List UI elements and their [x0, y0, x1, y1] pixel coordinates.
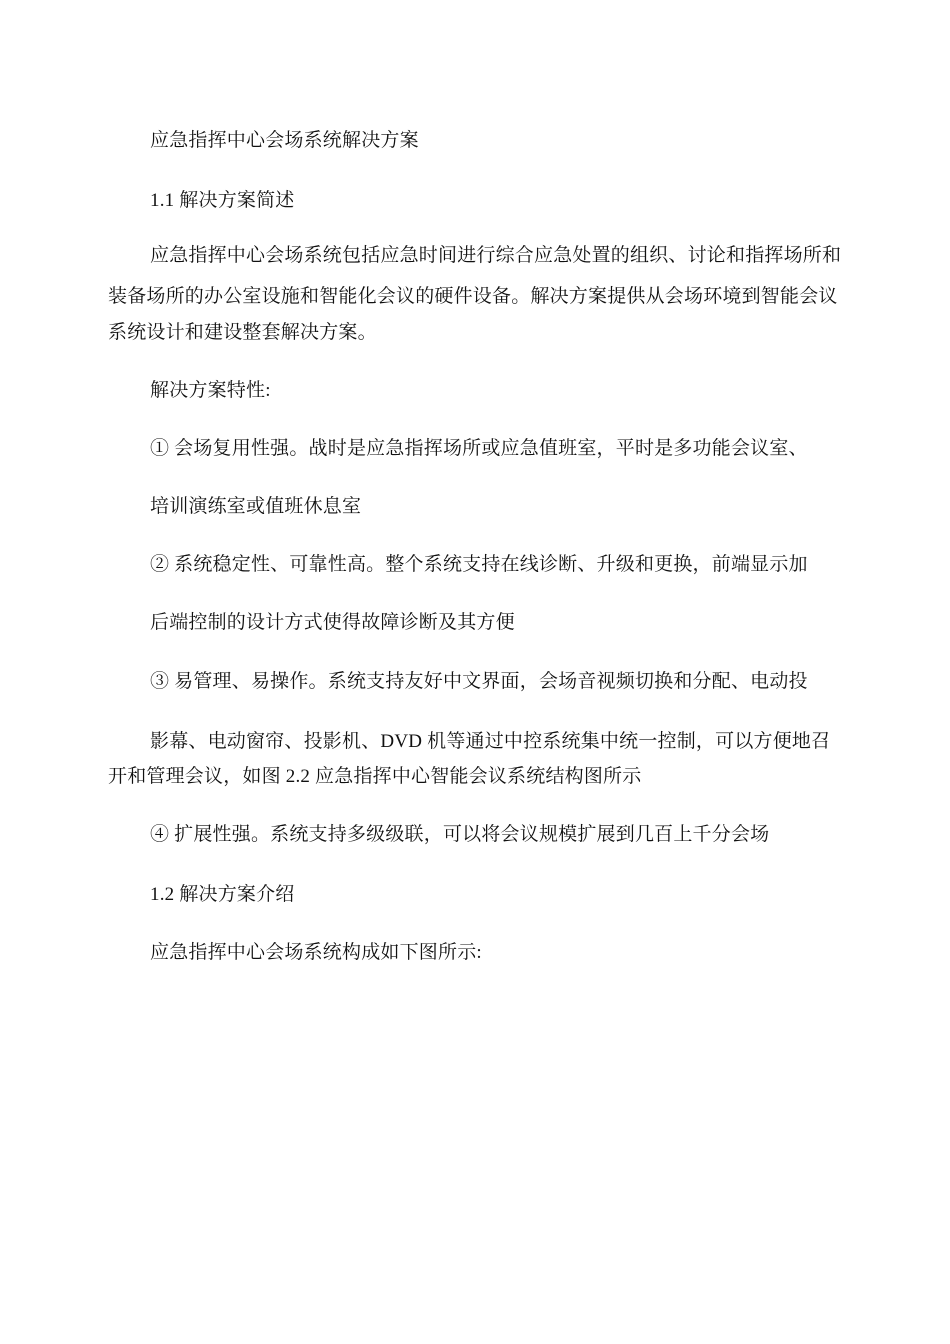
intro-line-2: 装备场所的办公室设施和智能化会议的硬件设备。解决方案提供从会场环境到智能会议	[108, 286, 838, 307]
intro-line-1: 应急指挥中心会场系统包括应急时间进行综合应急处置的组织、讨论和指挥场所和	[150, 245, 842, 266]
feature-3-line-1: ③ 易管理、易操作。系统支持友好中文界面，会场音视频切换和分配、电动投	[150, 671, 808, 692]
composition-text: 应急指挥中心会场系统构成如下图所示:	[150, 942, 482, 963]
section-heading-1-2: 1.2 解决方案介绍	[150, 884, 295, 905]
document-title: 应急指挥中心会场系统解决方案	[150, 130, 419, 151]
feature-1-line-1: ① 会场复用性强。战时是应急指挥场所或应急值班室，平时是多功能会议室、	[150, 438, 808, 459]
feature-2-line-2: 后端控制的设计方式使得故障诊断及其方便	[150, 612, 515, 633]
section-heading-1-1: 1.1 解决方案简述	[150, 190, 295, 211]
feature-3-line-2: 影幕、电动窗帘、投影机、DVD 机等通过中控系统集中统一控制，可以方便地召	[150, 731, 831, 752]
feature-1-line-2: 培训演练室或值班休息室	[150, 496, 362, 517]
feature-4-line-1: ④ 扩展性强。系统支持多级级联，可以将会议规模扩展到几百上千分会场	[150, 824, 770, 845]
intro-line-3: 系统设计和建设整套解决方案。	[108, 322, 377, 343]
feature-3-line-3: 开和管理会议，如图 2.2 应急指挥中心智能会议系统结构图所示	[108, 766, 642, 787]
feature-2-line-1: ② 系统稳定性、可靠性高。整个系统支持在线诊断、升级和更换，前端显示加	[150, 554, 808, 575]
features-heading: 解决方案特性:	[150, 380, 271, 401]
